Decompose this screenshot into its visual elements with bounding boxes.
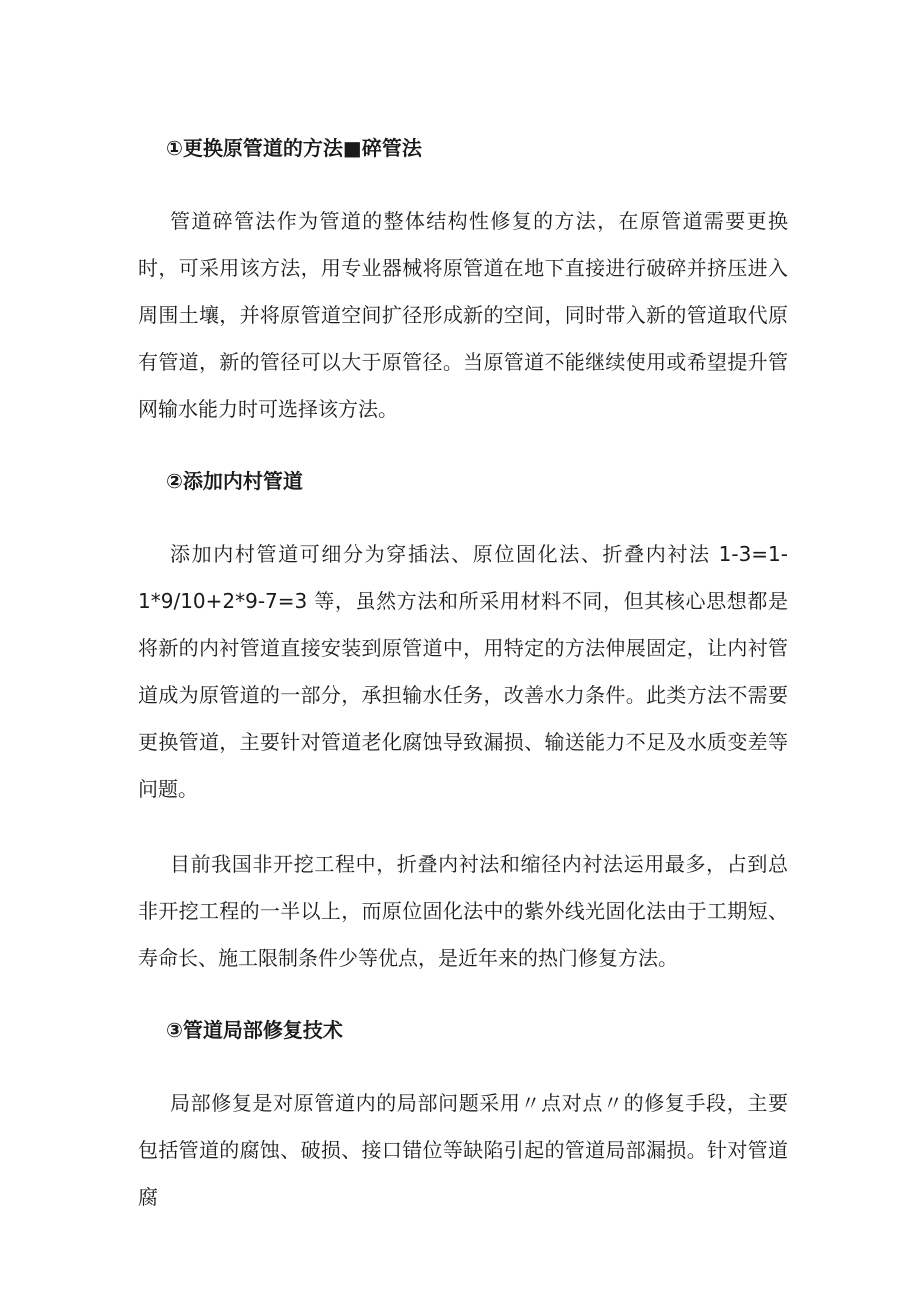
- document-body: [138, 128, 788, 1221]
- section-heading-pipe-bursting: ①更换原管道的方法■碎管法: [166, 136, 422, 160]
- paragraph-lining-status: 目前我国非开挖工程中，折叠内衬法和缩径内衬法运用最多，占到总非开挖工程的一半以上，而原位固化法中的紫外线光固化法由于工期短、寿命长、施工限制条件少等优点，是近年来的热门修复方法。: [138, 852, 788, 970]
- paragraph-pipe-bursting: 管道碎管法作为管道的整体结构性修复的方法，在原管道需要更换时，可采用该方法，用专业器械将原管道在地下直接进行破碎并挤压进入周围土壤，并将原管道空间扩径形成新的空间，同时带入新的管道取代原有管道，新的管径可以大于原管径。当原管道不能继续使用或希望提升管网输水能力时可选择该方法。: [138, 209, 788, 421]
- paragraph-local-repair: 局部修复是对原管道内的局部问题采用〃点对点〃的修复手段，主要包括管道的腐蚀、破损、接口错位等缺陷引起的管道局部漏损。针对管道腐: [138, 1091, 788, 1209]
- section-heading-local-repair: ③管道局部修复技术: [166, 1018, 343, 1042]
- paragraph-lining-methods: 添加内村管道可细分为穿插法、原位固化法、折叠内衬法 1-3=1-1*9/10+2*9-7=3 等，虽然方法和所采用材料不同，但其核心思想都是将新的内衬管道直接安装到原管道中，用特定的方法伸展固定，让内衬管道成为原管道的一部分，承担输水任务，改善水力条件。此类方法不需要更换管道，主要针对管道老化腐蚀导致漏损、输送能力不足及水质变差等问题。: [138, 542, 788, 801]
- section-heading-lining-pipe: ②添加内村管道: [166, 469, 303, 493]
